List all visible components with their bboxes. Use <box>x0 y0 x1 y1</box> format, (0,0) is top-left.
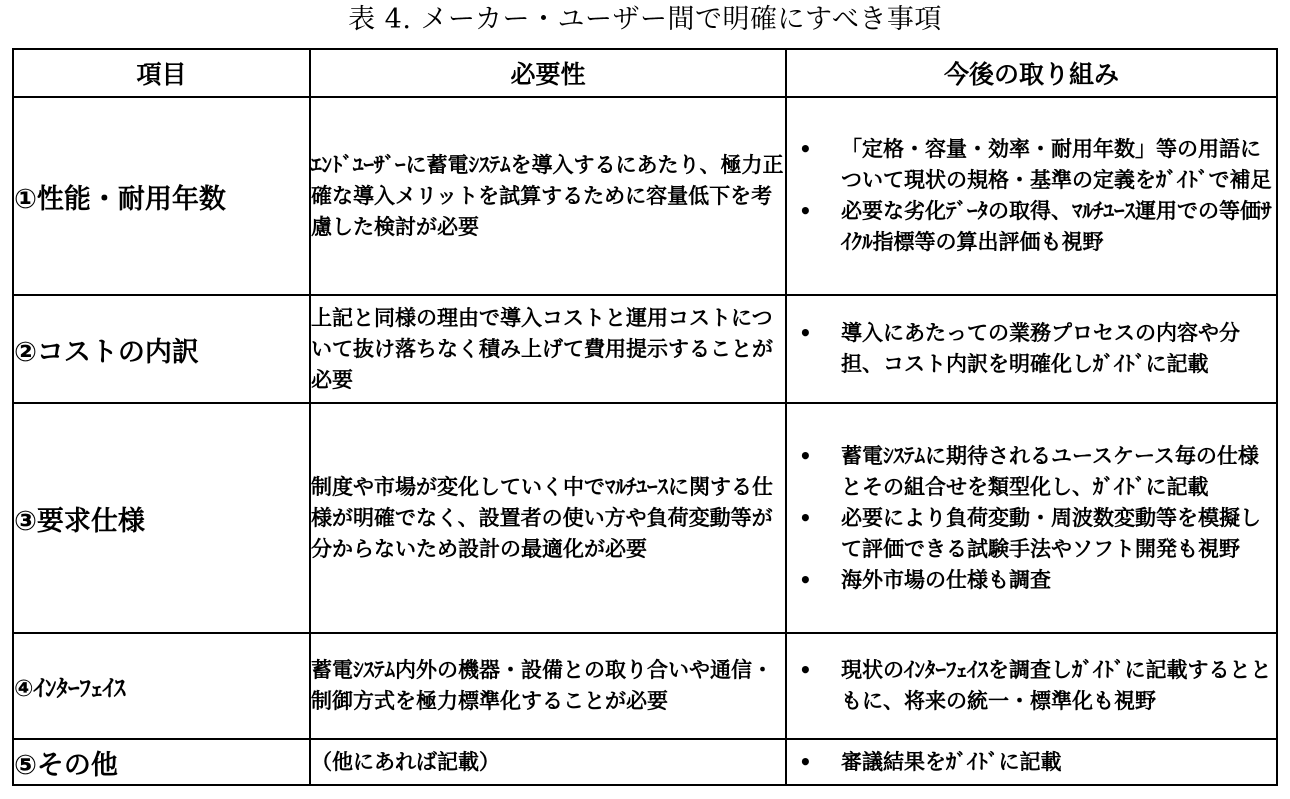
bullet-icon: • <box>799 137 812 161</box>
table-row <box>13 97 1277 295</box>
header-row <box>13 49 1277 97</box>
bullet-icon: • <box>799 321 812 345</box>
bullet-icon: • <box>799 749 812 774</box>
row-action-list <box>786 97 1277 295</box>
row-item-label: ⑤その他 <box>13 739 310 785</box>
row-necessity-text: ｴﾝﾄﾞﾕｰｻﾞｰに蓄電ｼｽﾃﾑを導入するにあたり、極力正確な導入メリットを試算するために容量低下を考慮した検討が必要 <box>310 97 786 295</box>
column-header-future-actions: 今後の取り組み <box>786 49 1277 97</box>
row-action-list <box>786 739 1277 785</box>
action-text: 海外市場の仕様も調査 <box>841 567 1051 592</box>
action-item <box>787 747 1276 778</box>
column-header-item: 項目 <box>13 49 310 97</box>
action-text: 現状のｲﾝﾀｰﾌｪｲｽを調査しｶﾞｲﾄﾞに記載するとともに、将来の統一・標準化も視野 <box>841 658 1272 713</box>
row-item-label: ②コストの内訳 <box>13 295 310 403</box>
bullet-icon: • <box>799 199 812 223</box>
action-text: 蓄電ｼｽﾃﾑに期待されるユースケース毎の仕様とその組合せを類型化し、ｶﾞｲﾄﾞに記載 <box>841 443 1259 499</box>
action-item <box>787 655 1276 717</box>
row-action-list <box>786 403 1277 633</box>
row-item-label: ④ｲﾝﾀｰﾌｪｲｽ <box>13 633 310 739</box>
action-item <box>787 441 1276 503</box>
action-item <box>787 565 1276 596</box>
action-item <box>787 503 1276 565</box>
row-item-label: ③要求仕様 <box>13 403 310 633</box>
action-item <box>787 196 1276 258</box>
action-text: 「定格・容量・効率・耐用年数」等の用語について現状の規格・基準の定義をｶﾞｲﾄﾞで補足 <box>841 137 1272 192</box>
bullet-icon: • <box>799 443 812 468</box>
column-header-necessity: 必要性 <box>310 49 786 97</box>
requirements-table <box>12 48 1278 786</box>
row-necessity-text: 制度や市場が変化していく中でﾏﾙﾁﾕｰｽに関する仕様が明確でなく、設置者の使い方や負荷変動等が分からないため設計の最適化が必要 <box>310 403 786 633</box>
table-row <box>13 633 1277 739</box>
row-action-list <box>786 295 1277 403</box>
row-necessity-text: 上記と同様の理由で導入コストと運用コストについて抜け落ちなく積み上げて費用提示することが必要 <box>310 295 786 403</box>
row-action-list <box>786 633 1277 739</box>
row-necessity-text: （他にあれば記載） <box>310 739 786 785</box>
table-caption: 表 4. メーカー・ユーザー間で明確にすべき事項 <box>348 4 942 35</box>
bullet-icon: • <box>799 505 812 530</box>
row-item-label: ①性能・耐用年数 <box>13 97 310 295</box>
table-row <box>13 295 1277 403</box>
bullet-icon: • <box>799 567 812 592</box>
action-item <box>787 318 1276 380</box>
table-row <box>13 403 1277 633</box>
table-row <box>13 739 1277 785</box>
action-text: 必要な劣化ﾃﾞｰﾀの取得、ﾏﾙﾁﾕｰｽ運用での等価ｻｲｸﾙ指標等の算出評価も視野 <box>841 199 1272 254</box>
action-text: 導入にあたっての業務プロセスの内容や分担、コスト内訳を明確化しｶﾞｲﾄﾞに記載 <box>841 321 1240 376</box>
bullet-icon: • <box>799 658 812 682</box>
row-necessity-text: 蓄電ｼｽﾃﾑ内外の機器・設備との取り合いや通信・制御方式を極力標準化することが必要 <box>310 633 786 739</box>
action-item <box>787 134 1276 196</box>
action-text: 必要により負荷変動・周波数変動等を模擬して評価できる試験手法やソフト開発も視野 <box>841 505 1261 561</box>
action-text: 審議結果をｶﾞｲﾄﾞに記載 <box>841 749 1062 774</box>
